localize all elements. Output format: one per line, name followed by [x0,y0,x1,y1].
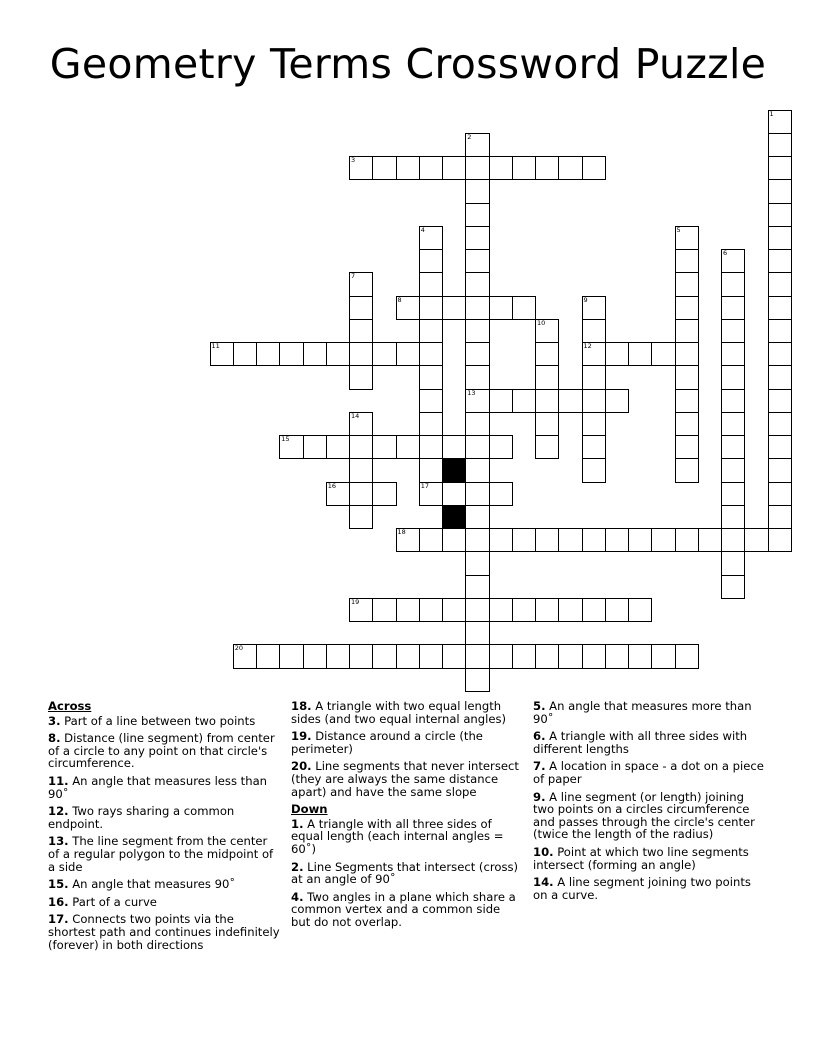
grid-cell[interactable] [628,342,652,366]
grid-cell[interactable] [512,156,536,180]
grid-cell[interactable] [744,528,768,552]
clues-column-1 [48,700,280,956]
grid-cell[interactable] [675,249,699,273]
down-clue [533,700,765,725]
grid-cell[interactable] [419,319,443,343]
grid-cell[interactable] [465,621,489,645]
grid-cell[interactable] [326,644,350,668]
grid-cell[interactable] [465,528,489,552]
clue-number-label: 4. [291,889,304,904]
grid-cell[interactable] [535,644,559,668]
grid-cell[interactable] [442,435,466,459]
clue-number-label: 9. [533,789,546,804]
grid-cell[interactable] [279,644,303,668]
grid-cell[interactable] [465,342,489,366]
down-clue [533,876,765,901]
clue-text: Distance around a circle (the perimeter) [291,729,483,756]
grid-cell[interactable] [419,644,443,668]
grid-cell[interactable] [582,412,606,436]
grid-cell[interactable] [675,319,699,343]
clue-number-label: 14. [533,875,554,890]
grid-cell[interactable] [768,342,792,366]
grid-cell[interactable] [605,389,629,413]
grid-cell[interactable] [721,458,745,482]
clue-number-label: 17. [48,912,69,927]
grid-cell[interactable] [675,435,699,459]
grid-cell[interactable] [582,365,606,389]
clue-number: 12 [583,342,592,350]
grid-cell[interactable] [419,342,443,366]
grid-cell[interactable] [465,575,489,599]
grid-cell[interactable] [675,644,699,668]
grid-cell[interactable] [396,644,420,668]
grid-cell[interactable] [465,482,489,506]
grid-cell[interactable] [582,458,606,482]
across-clue [291,760,523,798]
grid-cell[interactable] [326,342,350,366]
grid-cell[interactable] [558,598,582,622]
grid-cell[interactable] [396,296,420,320]
grid-cell[interactable] [256,342,280,366]
grid-cell[interactable] [768,412,792,436]
across-clue [48,896,280,909]
clue-number: 11 [211,342,220,350]
clue-text: Distance (line segment) from center of a circle to any point on that circle's circumference. [48,731,275,771]
grid-cell[interactable] [419,389,443,413]
grid-cell[interactable] [675,365,699,389]
grid-cell[interactable] [768,319,792,343]
grid-cell[interactable] [768,133,792,157]
grid-cell[interactable] [698,528,722,552]
grid-cell[interactable] [721,551,745,575]
clue-number: 13 [467,388,476,397]
grid-cell[interactable] [442,528,466,552]
down-clue [291,861,523,886]
grid-cell[interactable] [419,226,443,250]
grid-block [442,458,466,482]
grid-cell[interactable] [419,435,443,459]
grid-cell[interactable] [489,644,513,668]
grid-cell[interactable] [675,528,699,552]
grid-cell[interactable] [512,644,536,668]
grid-cell[interactable] [721,272,745,296]
grid-cell[interactable] [768,296,792,320]
clue-text: A location in space - a dot on a piece of paper [533,759,764,786]
grid-cell[interactable] [489,296,513,320]
grid-cell[interactable] [628,528,652,552]
grid-cell[interactable] [582,528,606,552]
grid-cell[interactable] [721,319,745,343]
down-clue [533,730,765,755]
grid-cell[interactable] [535,528,559,552]
clue-number: 20 [234,644,244,653]
grid-cell[interactable] [349,412,373,436]
grid-cell[interactable] [419,249,443,273]
clue-number: 2 [467,132,472,141]
grid-cell[interactable] [442,296,466,320]
grid-cell[interactable] [349,296,373,320]
clue-number-label: 16. [48,894,69,909]
grid-cell[interactable] [303,644,327,668]
grid-cell[interactable] [721,528,745,552]
grid-cell[interactable] [721,435,745,459]
grid-cell[interactable] [768,435,792,459]
grid-cell[interactable] [372,598,396,622]
grid-cell[interactable] [628,644,652,668]
grid-cell[interactable] [489,528,513,552]
grid-cell[interactable] [512,528,536,552]
grid-cell[interactable] [349,598,373,622]
grid-cell[interactable] [396,598,420,622]
grid-cell[interactable] [372,644,396,668]
grid-cell[interactable] [465,179,489,203]
clue-number-label: 13. [48,834,69,849]
clue-number: 10 [537,318,546,327]
clue-number-label: 20. [291,759,312,774]
grid-cell[interactable] [628,598,652,622]
grid-cell[interactable] [372,482,396,506]
grid-cell[interactable] [605,342,629,366]
grid-cell[interactable] [535,156,559,180]
clue-text: Two rays sharing a common endpoint. [48,804,235,831]
grid-cell[interactable] [349,342,373,366]
grid-cell[interactable] [768,179,792,203]
grid-cell[interactable] [465,644,489,668]
grid-cell[interactable] [442,644,466,668]
clue-text: A triangle with two equal length sides (and two equal internal angles) [291,699,507,726]
grid-cell[interactable] [582,342,606,366]
grid-cell[interactable] [582,156,606,180]
grid-cell[interactable] [489,435,513,459]
grid-cell[interactable] [768,272,792,296]
grid-cell[interactable] [721,296,745,320]
grid-cell[interactable] [465,296,489,320]
grid-cell[interactable] [465,458,489,482]
grid-cell[interactable] [233,342,257,366]
clue-number-label: 8. [48,731,61,746]
clue-number: 15 [281,435,290,443]
grid-cell[interactable] [419,272,443,296]
grid-cell[interactable] [768,110,792,134]
grid-cell[interactable] [675,226,699,250]
clue-number: 14 [351,411,360,420]
across-clue [48,732,280,770]
clue-text: A triangle with all three sides of equal length (each internal angles = 60˚) [291,816,504,856]
clue-text: Line segments that never intersect (they are always the same distance apart) and have the same slope [291,759,519,799]
grid-cell[interactable] [582,319,606,343]
down-heading: Down [291,802,328,817]
clue-number-label: 12. [48,804,69,819]
clue-text: A line segment joining two points on a curve. [533,875,751,902]
down-clue [533,760,765,785]
clue-number: 7 [351,272,356,281]
grid-cell[interactable] [326,482,350,506]
clue-number: 19 [351,597,360,606]
down-clue [291,891,523,929]
grid-cell[interactable] [303,435,327,459]
clue-number-label: 1. [291,816,304,831]
grid-cell[interactable] [489,482,513,506]
across-clue [48,878,280,891]
clue-text: Part of a line between two points [60,713,256,728]
grid-cell[interactable] [512,598,536,622]
grid-cell[interactable] [396,528,420,552]
grid-cell[interactable] [582,644,606,668]
grid-cell[interactable] [349,505,373,529]
grid-cell[interactable] [349,319,373,343]
across-clue [48,715,280,728]
grid-cell[interactable] [675,389,699,413]
across-clue [48,805,280,830]
grid-cell[interactable] [419,598,443,622]
grid-cell[interactable] [442,482,466,506]
grid-cell[interactable] [512,296,536,320]
grid-cell[interactable] [349,644,373,668]
grid-cell[interactable] [465,598,489,622]
grid-cell[interactable] [535,412,559,436]
grid-cell[interactable] [279,342,303,366]
clue-text: Line Segments that intersect (cross) at an angle of 90˚ [291,859,519,887]
across-heading: Across [48,699,92,713]
clue-text: An angle that measures 90˚ [68,877,236,892]
clue-text: Point at which two line segments intersect (forming an angle) [533,844,749,872]
grid-cell[interactable] [582,296,606,320]
grid-cell[interactable] [768,482,792,506]
grid-cell[interactable] [512,389,536,413]
clue-text: A triangle with all three sides with different lengths [533,729,748,756]
grid-cell[interactable] [279,435,303,459]
clue-number: 6 [723,249,728,257]
page-title: Geometry Terms Crossword Puzzle [49,40,767,88]
grid-cell[interactable] [768,505,792,529]
grid-cell[interactable] [651,342,675,366]
clue-number: 17 [420,481,430,490]
grid-cell[interactable] [675,412,699,436]
grid-cell[interactable] [675,458,699,482]
clue-number: 5 [676,225,681,234]
grid-cell[interactable] [465,156,489,180]
clue-number: 4 [420,225,425,234]
grid-cell[interactable] [721,389,745,413]
clue-number-label: 10. [533,844,554,859]
grid-cell[interactable] [419,482,443,506]
grid-cell[interactable] [442,156,466,180]
grid-cell[interactable] [558,389,582,413]
clue-number: 3 [351,156,356,164]
grid-block [442,505,466,529]
grid-cell[interactable] [419,296,443,320]
clue-number: 18 [397,528,406,536]
clue-number-label: 3. [48,713,61,728]
grid-cell[interactable] [721,342,745,366]
clue-number-label: 15. [48,877,69,892]
grid-cell[interactable] [349,435,373,459]
clue-number: 1 [769,109,774,118]
across-clue [291,700,523,725]
grid-cell[interactable] [349,365,373,389]
grid-cell[interactable] [558,644,582,668]
grid-cell[interactable] [465,226,489,250]
grid-cell[interactable] [558,528,582,552]
clue-number-label: 2. [291,859,304,874]
grid-cell[interactable] [465,365,489,389]
grid-cell[interactable] [465,249,489,273]
clue-number-label: 6. [533,729,546,744]
grid-cell[interactable] [349,458,373,482]
grid-cell[interactable] [349,156,373,180]
grid-cell[interactable] [721,505,745,529]
clue-number: 16 [327,481,337,490]
clue-text: Connects two points via the shortest path and continues indefinitely (forever) in both directions [48,912,280,952]
clue-text: An angle that measures more than 90˚ [533,699,752,726]
clue-number-label: 18. [291,699,312,713]
grid-cell[interactable] [489,598,513,622]
grid-cell[interactable] [768,226,792,250]
grid-cell[interactable] [582,389,606,413]
grid-cell[interactable] [605,528,629,552]
grid-cell[interactable] [419,528,443,552]
grid-cell[interactable] [605,598,629,622]
clue-number-label: 7. [533,759,546,774]
clue-text: The line segment from the center of a regular polygon to the midpoint of a side [48,834,274,874]
grid-cell[interactable] [419,156,443,180]
down-clue [533,846,765,871]
grid-cell[interactable] [442,598,466,622]
grid-cell[interactable] [605,644,629,668]
grid-cell[interactable] [535,342,559,366]
grid-cell[interactable] [768,389,792,413]
grid-cell[interactable] [768,249,792,273]
grid-cell[interactable] [558,156,582,180]
grid-cell[interactable] [651,644,675,668]
grid-cell[interactable] [768,203,792,227]
grid-cell[interactable] [721,365,745,389]
grid-cell[interactable] [582,435,606,459]
grid-cell[interactable] [535,598,559,622]
across-clue [48,913,280,951]
clue-number-label: 19. [291,729,312,744]
grid-cell[interactable] [535,365,559,389]
across-clue [48,775,280,800]
grid-cell[interactable] [465,133,489,157]
grid-cell[interactable] [721,575,745,599]
grid-cell[interactable] [768,458,792,482]
grid-cell[interactable] [465,435,489,459]
grid-cell[interactable] [396,435,420,459]
grid-cell[interactable] [768,156,792,180]
grid-cell[interactable] [465,668,489,692]
grid-cell[interactable] [535,435,559,459]
clues-column-3 [533,700,765,906]
grid-cell[interactable] [651,528,675,552]
clues-column-2 [291,700,523,934]
grid-cell[interactable] [349,482,373,506]
grid-cell[interactable] [535,389,559,413]
clue-text: Two angles in a plane which share a common vertex and a common side but do not overlap. [291,889,516,929]
grid-cell[interactable] [419,365,443,389]
clue-number-label: 11. [48,773,69,788]
clue-number: 8 [397,295,402,304]
grid-cell[interactable] [326,435,350,459]
grid-cell[interactable] [465,412,489,436]
clue-text: An angle that measures less than 90˚ [48,773,268,801]
grid-cell[interactable] [465,319,489,343]
grid-cell[interactable] [372,156,396,180]
down-clue [533,791,765,841]
down-clue [291,818,523,856]
grid-cell[interactable] [465,203,489,227]
across-clue [291,730,523,755]
grid-cell[interactable] [465,272,489,296]
grid-cell[interactable] [721,249,745,273]
grid-cell[interactable] [768,528,792,552]
grid-cell[interactable] [675,296,699,320]
clue-number-label: 5. [533,699,546,713]
across-clue [48,835,280,873]
grid-cell[interactable] [675,272,699,296]
clue-number: 9 [583,295,588,304]
grid-cell[interactable] [535,319,559,343]
grid-cell[interactable] [419,412,443,436]
clue-text: A line segment (or length) joining two points on a circles circumference and passes through the circle's center (twice the length of the radius) [533,789,755,842]
grid-cell[interactable] [465,389,489,413]
grid-cell[interactable] [256,644,280,668]
grid-cell[interactable] [396,156,420,180]
grid-cell[interactable] [768,365,792,389]
grid-cell[interactable] [489,389,513,413]
grid-cell[interactable] [349,272,373,296]
grid-cell[interactable] [210,342,234,366]
grid-cell[interactable] [233,644,257,668]
grid-cell[interactable] [721,482,745,506]
clue-text: Part of a curve [68,894,157,909]
grid-cell[interactable] [372,435,396,459]
grid-cell[interactable] [582,598,606,622]
grid-cell[interactable] [721,412,745,436]
grid-cell[interactable] [465,551,489,575]
grid-cell[interactable] [675,342,699,366]
grid-cell[interactable] [396,342,420,366]
grid-cell[interactable] [419,458,443,482]
grid-cell[interactable] [303,342,327,366]
grid-cell[interactable] [465,505,489,529]
grid-cell[interactable] [372,342,396,366]
grid-cell[interactable] [489,156,513,180]
